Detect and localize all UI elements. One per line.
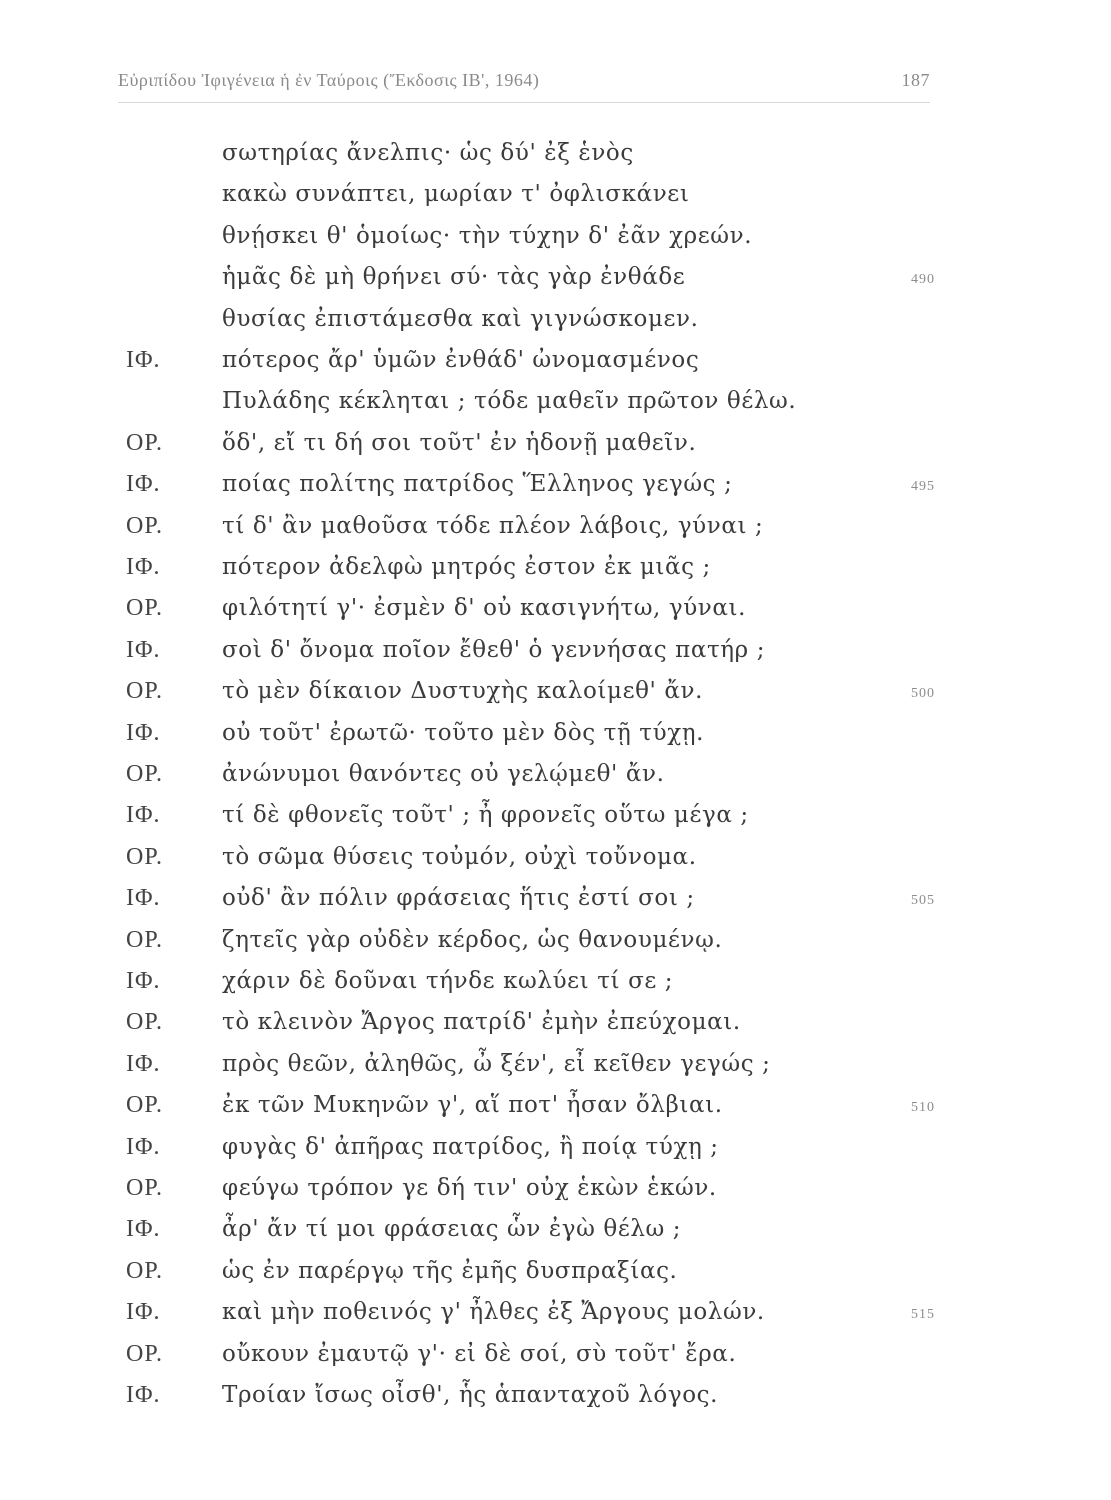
speaker-label: ΙΦ. [126, 802, 161, 829]
speaker-label: ΟΡ. [126, 843, 164, 870]
verse-line [0, 1092, 1111, 1132]
verse-text: τὸ κλεινὸν Ἄργος πατρίδ' ἐμὴν ἐπεύχομαι. [222, 1009, 741, 1036]
verse-text: καὶ μὴν ποθεινός γ' ἦλθες ἐξ Ἄργους μολών. [222, 1299, 765, 1326]
verse-line [0, 471, 1111, 511]
line-number: 495 [911, 479, 935, 495]
verse-text: τὸ μὲν δίκαιον Δυστυχὴς καλοίμεθ' ἄν. [222, 678, 704, 705]
speaker-label: ΙΦ. [126, 636, 161, 663]
verse-line [0, 223, 1111, 263]
verse-text: θυσίας ἐπιστάμεσθα καὶ γιγνώσκομεν. [222, 305, 699, 332]
speaker-label: ΙΦ. [126, 554, 161, 580]
verse-text: Πυλάδης κέκληται ; τόδε μαθεῖν πρῶτον θέλω. [222, 388, 797, 415]
verse-line [0, 1134, 1111, 1174]
verse-line [0, 595, 1111, 635]
verse-text: Τροίαν ἴσως οἶσθ', ἧς ἁπανταχοῦ λόγος. [222, 1382, 719, 1408]
verse-text: ἀνώνυμοι θανόντες οὐ γελῴμεθ' ἄν. [222, 761, 665, 787]
speaker-label: ΙΦ. [126, 1299, 161, 1326]
speaker-label: ΙΦ. [126, 471, 161, 498]
verse-text: οὔκουν ἐμαυτῷ γ'· εἰ δὲ σοί, σὺ τοῦτ' ἔρα. [222, 1340, 737, 1367]
verse-line [0, 1009, 1111, 1049]
verse-line [0, 637, 1111, 677]
speaker-label: ΟΡ. [126, 512, 164, 539]
verse-line [0, 388, 1111, 428]
verse-line [0, 720, 1111, 760]
verse-line [0, 1299, 1111, 1339]
line-number: 490 [911, 272, 935, 288]
verse-line [0, 1051, 1111, 1091]
verse-text: ποίας πολίτης πατρίδος Ἕλληνος γεγώς ; [222, 471, 733, 498]
line-number: 500 [911, 686, 935, 702]
speaker-label: ΙΦ. [126, 968, 161, 994]
line-number: 510 [911, 1100, 935, 1116]
verse-text: χάριν δὲ δοῦναι τήνδε κωλύει τί σε ; [222, 968, 674, 994]
verse-text: ἡμᾶς δὲ μὴ θρήνει σύ· τὰς γὰρ ἐνθάδε [222, 264, 686, 291]
verse-line [0, 140, 1111, 180]
verse-text: οὐ τοῦτ' ἐρωτῶ· τοῦτο μὲν δὸς τῇ τύχῃ. [222, 719, 705, 746]
speaker-label: ΟΡ. [126, 1340, 164, 1367]
speaker-label: ΙΦ. [126, 1050, 161, 1077]
verse-text: τί δ' ἂν μαθοῦσα τόδε πλέον λάβοις, γύναι ; [222, 512, 764, 539]
verse-text: σωτηρίας ἄνελπις· ὡς δύ' ἐξ ἑνὸς [222, 140, 634, 166]
verse-text: τί δὲ φθονεῖς τοῦτ' ; ἦ φρονεῖς οὕτω μέγα ; [222, 802, 749, 829]
speaker-label: ΙΦ. [126, 1382, 161, 1408]
verse-line [0, 264, 1111, 304]
speaker-label: ΟΡ. [126, 678, 164, 705]
speaker-label: ΟΡ. [126, 429, 164, 456]
verse-text: τὸ σῶμα θύσεις τοὐμόν, οὐχὶ τοὔνομα. [222, 843, 697, 870]
verse-text: πότερον ἀδελφὼ μητρός ἐστον ἐκ μιᾶς ; [222, 554, 711, 580]
line-number: 515 [911, 1307, 935, 1323]
running-head-title: Εὐριπίδου Ἰφιγένεια ἡ ἐν Ταύροις (Ἔκδοσις ΙΒ', 1964) [118, 70, 540, 90]
verse-text: σοὶ δ' ὄνομα ποῖον ἔθεθ' ὁ γεννήσας πατήρ ; [222, 636, 766, 663]
verse-text: ζητεῖς γὰρ οὐδὲν κέρδος, ὡς θανουμένῳ. [222, 926, 723, 953]
verse-line [0, 761, 1111, 801]
verse-line [0, 430, 1111, 470]
verse-text: ὡς ἐν παρέργῳ τῆς ἐμῆς δυσπραξίας. [222, 1257, 678, 1284]
verse-line [0, 1258, 1111, 1298]
speaker-label: ΙΦ. [126, 719, 161, 746]
verse-text: ἐκ τῶν Μυκηνῶν γ', αἵ ποτ' ἦσαν ὄλβιαι. [222, 1092, 723, 1119]
speaker-label: ΟΡ. [126, 1009, 164, 1036]
verse-line [0, 513, 1111, 553]
verse-line [0, 306, 1111, 346]
verse-line [0, 181, 1111, 221]
verse-line [0, 1216, 1111, 1256]
verse-line [0, 1341, 1111, 1381]
verse-text: πότερος ἄρ' ὑμῶν ἐνθάδ' ὠνομασμένος [222, 347, 700, 373]
verse-text: κακὼ συνάπτει, μωρίαν τ' ὀφλισκάνει [222, 181, 690, 208]
speaker-label: ΙΦ. [126, 1216, 161, 1243]
verse-line [0, 885, 1111, 925]
verse-line [0, 802, 1111, 842]
speaker-label: ΟΡ. [126, 761, 164, 787]
speaker-label: ΟΡ. [126, 1175, 164, 1201]
page-number: 187 [901, 70, 930, 90]
speaker-label: ΟΡ. [126, 926, 164, 953]
verse-line [0, 927, 1111, 967]
verse-text: φιλότητί γ'· ἐσμὲν δ' οὐ κασιγνήτω, γύναι. [222, 595, 747, 622]
verse-text: θνῄσκει θ' ὁμοίως· τὴν τύχην δ' ἐᾶν χρεών. [222, 222, 753, 249]
verse-text: πρὸς θεῶν, ἀληθῶς, ὦ ξέν', εἶ κεῖθεν γεγώς ; [222, 1050, 771, 1077]
verse-line [0, 678, 1111, 718]
verse-text: φυγὰς δ' ἀπῆρας πατρίδος, ἢ ποίᾳ τύχῃ ; [222, 1133, 719, 1160]
running-head [118, 70, 930, 100]
line-number: 505 [911, 893, 935, 909]
header-rule [118, 102, 930, 103]
speaker-label: ΟΡ. [126, 1092, 164, 1119]
verse-line [0, 1382, 1111, 1422]
verse-text: ὅδ', εἴ τι δή σοι τοῦτ' ἐν ἡδονῇ μαθεῖν. [222, 429, 697, 456]
verse-line [0, 844, 1111, 884]
verse-text: ἆρ' ἄν τί μοι φράσειας ὧν ἐγὼ θέλω ; [222, 1216, 682, 1243]
verse-text: φεύγω τρόπον γε δή τιν' οὐχ ἑκὼν ἑκών. [222, 1175, 717, 1201]
speaker-label: ΙΦ. [126, 885, 161, 912]
speaker-label: ΙΦ. [126, 347, 161, 373]
verse-line [0, 347, 1111, 387]
verse-line [0, 968, 1111, 1008]
verse-line [0, 1175, 1111, 1215]
verse-line [0, 554, 1111, 594]
speaker-label: ΟΡ. [126, 1257, 164, 1284]
speaker-label: ΙΦ. [126, 1133, 161, 1160]
verse-text: οὐδ' ἂν πόλιν φράσειας ἥτις ἐστί σοι ; [222, 885, 695, 912]
speaker-label: ΟΡ. [126, 595, 164, 622]
